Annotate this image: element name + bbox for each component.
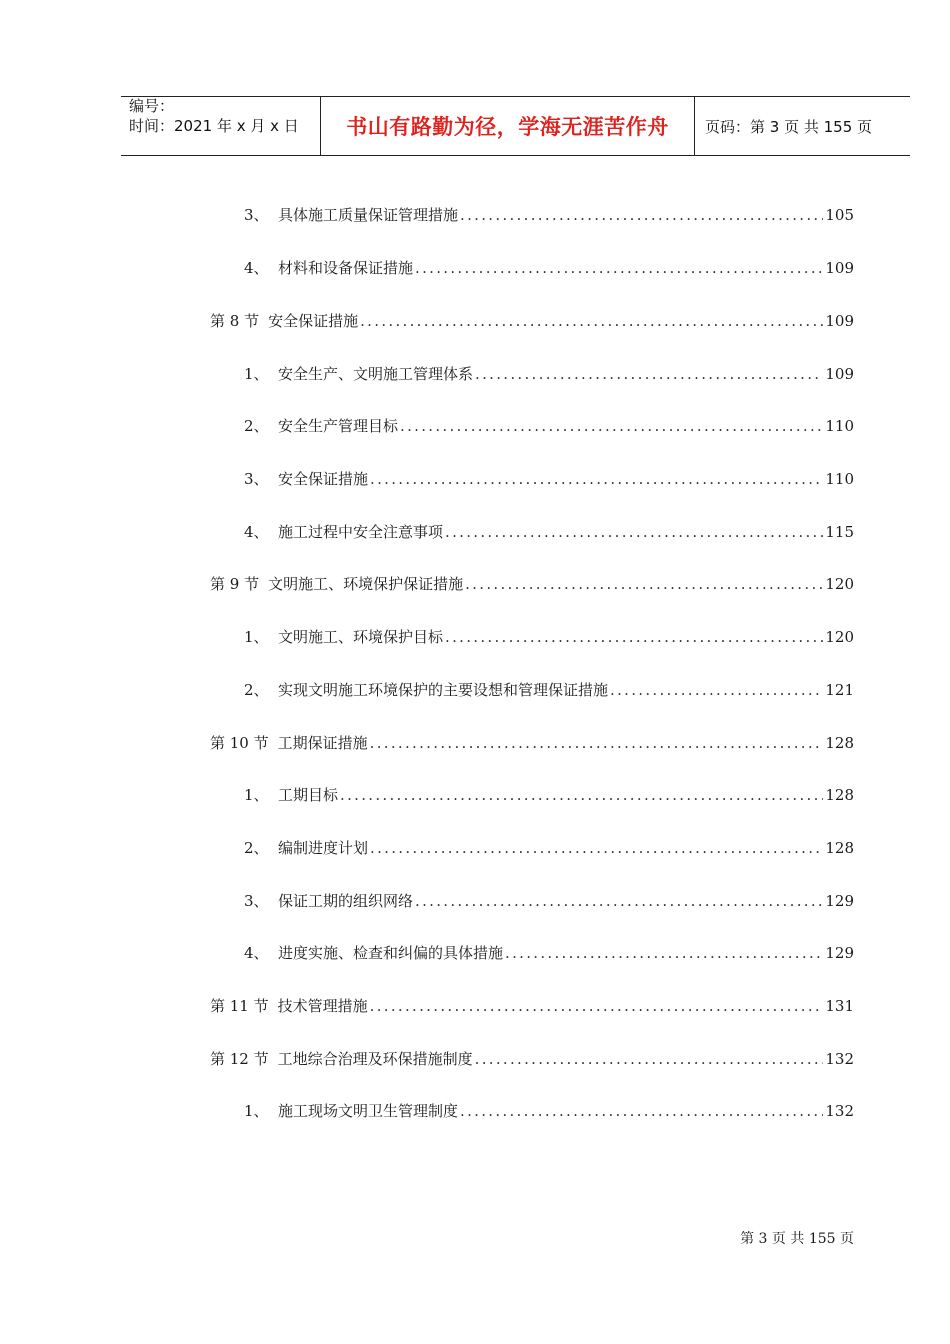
toc-entry[interactable]: [244, 362, 854, 386]
header-page-info: 页码：第 3 页 共 155 页: [705, 117, 873, 136]
toc-leader-dots: [445, 520, 823, 544]
toc-entry-title: 工地综合治理及环保措施制度: [277, 1050, 473, 1068]
toc-entry-index: 2、: [244, 839, 269, 857]
toc-entry-index: 2、: [244, 681, 269, 699]
toc-entry[interactable]: [244, 467, 854, 491]
toc-leader-dots: [465, 572, 823, 596]
toc-entry-index: 4、: [244, 944, 269, 962]
toc-entry-index: 1、: [244, 786, 269, 804]
toc-entry[interactable]: [244, 414, 854, 438]
toc-entry-page: 110: [825, 470, 854, 488]
toc-entry-index: 1、: [244, 628, 269, 646]
toc-entry-title: 技术管理措施: [277, 997, 368, 1015]
toc-leader-dots: [370, 467, 823, 491]
toc-entry-title: 文明施工、环境保护目标: [278, 628, 444, 646]
toc-entry-title: 材料和设备保证措施: [278, 259, 414, 277]
toc-entry[interactable]: [244, 625, 854, 649]
header-page-cell: [695, 97, 910, 155]
toc-leader-dots: [370, 994, 824, 1018]
toc-entry-title: 编制进度计划: [278, 839, 369, 857]
toc-entry-index: 第 12 节: [210, 1050, 269, 1068]
toc-entry-page: 128: [825, 786, 854, 804]
toc-entry-index: 第 9 节: [210, 575, 260, 593]
toc-leader-dots: [445, 625, 823, 649]
toc-entry-page: 129: [825, 944, 854, 962]
toc-section-entry[interactable]: [210, 572, 854, 596]
toc-entry-index: 4、: [244, 259, 269, 277]
toc-entry-index: 3、: [244, 892, 269, 910]
toc-entry-index: 第 8 节: [210, 312, 260, 330]
header-motto-cell: [321, 97, 695, 155]
toc-entry-page: 109: [825, 259, 854, 277]
toc-entry-title: 安全保证措施: [278, 470, 369, 488]
page-footer: 第 3 页 共 155 页: [740, 1231, 854, 1247]
toc-entry-index: 第 11 节: [210, 997, 269, 1015]
toc-entry-page: 120: [825, 575, 854, 593]
toc-section-entry[interactable]: [210, 994, 854, 1018]
toc-entry[interactable]: [244, 836, 854, 860]
toc-leader-dots: [460, 1099, 823, 1123]
toc-entry[interactable]: [244, 1099, 854, 1123]
toc-leader-dots: [370, 731, 824, 755]
toc-entry[interactable]: [244, 889, 854, 913]
toc-entry[interactable]: [244, 256, 854, 280]
toc-leader-dots: [505, 941, 823, 965]
toc-section-entry[interactable]: [210, 1047, 854, 1071]
toc-entry-page: 121: [825, 681, 854, 699]
toc-entry-title: 实现文明施工环境保护的主要设想和管理保证措施: [278, 681, 609, 699]
toc-leader-dots: [460, 203, 823, 227]
toc-leader-dots: [610, 678, 823, 702]
toc-entry-title: 工期目标: [278, 786, 339, 804]
document-number-label: 编号：: [129, 97, 175, 115]
toc-leader-dots: [475, 362, 823, 386]
toc-entry-title: 保证工期的组织网络: [278, 892, 414, 910]
toc-entry-title: 安全生产管理目标: [278, 417, 399, 435]
toc-leader-dots: [415, 256, 823, 280]
toc-entry-page: 132: [825, 1050, 854, 1068]
toc-entry-page: 115: [825, 523, 854, 541]
toc-entry-page: 120: [825, 628, 854, 646]
toc-entry-page: 129: [825, 892, 854, 910]
toc-entry-title: 安全保证措施: [268, 312, 359, 330]
toc-entry-title: 进度实施、检查和纠偏的具体措施: [278, 944, 504, 962]
toc-entry-index: 第 10 节: [210, 734, 269, 752]
toc-entry-index: 1、: [244, 1102, 269, 1120]
toc-entry-index: 3、: [244, 470, 269, 488]
toc-entry-page: 128: [825, 839, 854, 857]
toc-entry-page: 132: [825, 1102, 854, 1120]
toc-entry-page: 110: [825, 417, 854, 435]
document-date-label: 时间：2021 年 x 月 x 日: [129, 117, 299, 135]
toc-entry-title: 文明施工、环境保护保证措施: [268, 575, 464, 593]
toc-leader-dots: [400, 414, 823, 438]
toc-entry[interactable]: [244, 941, 854, 965]
toc-entry-title: 工期保证措施: [277, 734, 368, 752]
document-header: [121, 96, 910, 156]
toc-entry-page: 105: [825, 206, 854, 224]
toc-entry[interactable]: [244, 203, 854, 227]
toc-entry-index: 3、: [244, 206, 269, 224]
toc-entry[interactable]: [244, 520, 854, 544]
toc-entry-index: 2、: [244, 417, 269, 435]
toc-entry-title: 安全生产、文明施工管理体系: [278, 365, 474, 383]
toc-entry[interactable]: [244, 678, 854, 702]
toc-entry-page: 128: [825, 734, 854, 752]
toc-leader-dots: [340, 783, 823, 807]
toc-entry-page: 109: [825, 312, 854, 330]
toc-section-entry[interactable]: [210, 309, 854, 333]
header-motto: 书山有路勤为径，学海无涯苦作舟: [346, 115, 669, 139]
toc-entry-title: 施工现场文明卫生管理制度: [278, 1102, 459, 1120]
toc-entry-page: 109: [825, 365, 854, 383]
toc-entry-index: 4、: [244, 523, 269, 541]
toc-entry-index: 1、: [244, 365, 269, 383]
toc-entry-title: 施工过程中安全注意事项: [278, 523, 444, 541]
toc-leader-dots: [370, 836, 823, 860]
toc-leader-dots: [360, 309, 823, 333]
toc-entry[interactable]: [244, 783, 854, 807]
toc-leader-dots: [475, 1047, 824, 1071]
toc-entry-page: 131: [825, 997, 854, 1015]
toc-entry-title: 具体施工质量保证管理措施: [278, 206, 459, 224]
header-meta-cell: [121, 97, 321, 155]
toc-section-entry[interactable]: [210, 731, 854, 755]
toc-leader-dots: [415, 889, 823, 913]
